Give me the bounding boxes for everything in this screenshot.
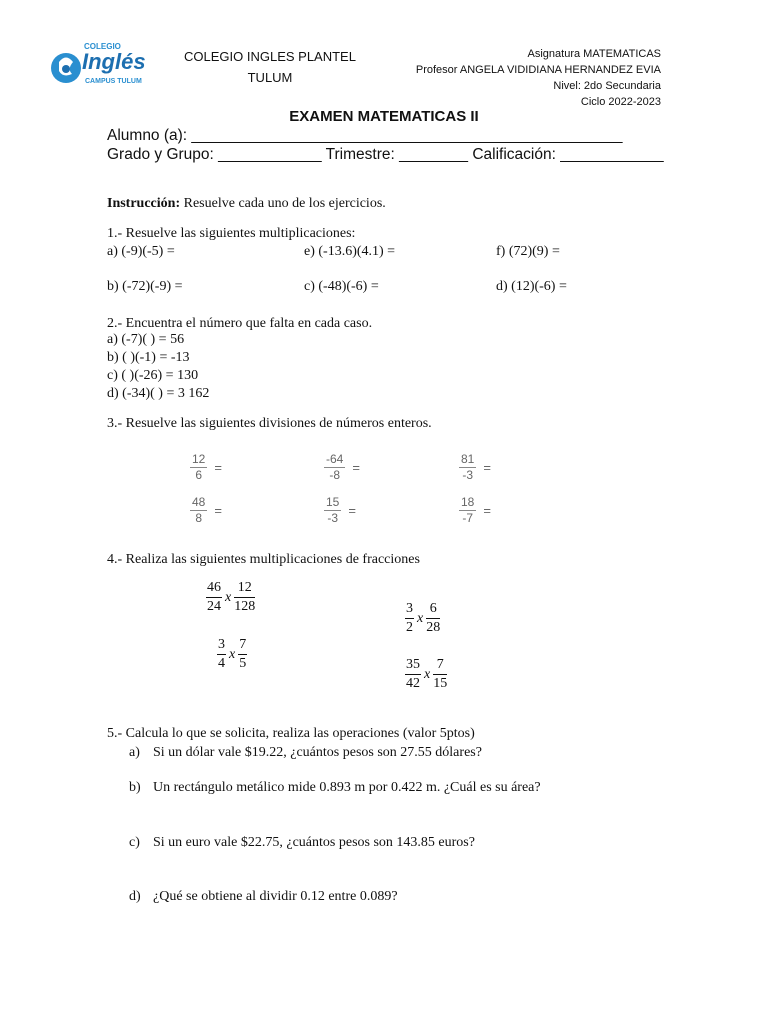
product-3-b-num: 7: [239, 637, 247, 652]
product-3-b-den: 5: [239, 656, 247, 671]
school-name: [180, 46, 360, 88]
product-1-a-num: 46: [207, 580, 221, 595]
times-sign: x: [225, 589, 232, 605]
school-logo: [50, 40, 146, 96]
division-5-num: 15: [326, 495, 340, 509]
fraction-bar: [238, 654, 247, 655]
instruction-text: Resuelve cada uno de los ejercicios.: [180, 196, 386, 211]
student-field[interactable]: Alumno (a): __________________________________________________: [107, 127, 623, 144]
division-1: [190, 453, 222, 482]
mult-item-c: c) (-48)(-6) =: [304, 279, 379, 294]
section-3-heading: 3.- Resuelve las siguientes divisiones de números enteros.: [107, 416, 432, 431]
cycle-text: Ciclo 2022-2023: [580, 96, 661, 108]
fraction-product-3: [217, 637, 247, 672]
fraction-bar: [234, 597, 255, 598]
problem-b-label: b): [129, 780, 141, 795]
division-4-den: 8: [195, 511, 203, 525]
division-4-num: 48: [192, 495, 206, 509]
times-sign: x: [417, 610, 424, 626]
mult-item-d: d) (12)(-6) =: [496, 279, 567, 294]
logo-sub-text: CAMPUS TULUM: [85, 78, 142, 85]
problem-d-label: d): [129, 889, 141, 904]
problem-a-text: Si un dólar vale $19.22, ¿cuántos pesos son 27.55 dólares?: [153, 745, 482, 760]
mult-item-a: a) (-9)(-5) =: [107, 244, 175, 259]
division-6-den: -7: [462, 511, 474, 525]
section-5-heading: 5.- Calcula lo que se solicita, realiza las operaciones (valor 5ptos): [107, 726, 475, 741]
division-1-num: 12: [192, 452, 206, 466]
exam-title: EXAMEN MATEMATICAS II: [289, 108, 479, 125]
teacher-text: Profesor ANGELA VIDIDIANA HERNANDEZ EVIA: [415, 64, 661, 76]
division-6-num: 18: [461, 495, 475, 509]
level-text: Nivel: 2do Secundaria: [553, 80, 661, 92]
times-sign: x: [424, 666, 431, 682]
subject-text: Asignatura MATEMATICAS: [527, 48, 661, 60]
product-4-b-den: 15: [433, 676, 448, 691]
problem-d-text: ¿Qué se obtiene al dividir 0.12 entre 0.089?: [153, 889, 398, 904]
grade-group-field[interactable]: Grado y Grupo: ____________ Trimestre: ________ Calificación: ____________: [107, 146, 664, 163]
product-2-a-num: 3: [406, 601, 413, 616]
division-3-num: 81: [461, 452, 475, 466]
logo-small-text: COLEGIO: [84, 42, 121, 51]
division-1-den: 6: [195, 468, 203, 482]
instruction: [107, 196, 386, 212]
product-4-b-num: 7: [436, 657, 444, 672]
equals-sign: =: [214, 503, 222, 518]
mult-item-e: e) (-13.6)(4.1) =: [304, 244, 396, 259]
instruction-label: Instrucción:: [107, 196, 181, 211]
equals-sign: =: [352, 460, 360, 475]
product-2-b-num: 6: [429, 601, 437, 616]
equals-sign: =: [348, 503, 356, 518]
equals-sign: =: [483, 460, 491, 475]
division-4: [190, 496, 222, 525]
division-3: [459, 453, 491, 482]
mult-item-b: b) (-72)(-9) =: [107, 279, 183, 294]
school-line-2: TULUM: [247, 70, 293, 85]
product-1-b-den: 128: [234, 599, 256, 614]
product-4-a-den: 42: [406, 676, 420, 691]
problem-a-label: a): [129, 745, 140, 760]
missing-item-d: d) (-34)( ) = 3 162: [107, 386, 210, 401]
division-2-den: -8: [329, 468, 340, 482]
product-1-b-num: 12: [237, 580, 252, 595]
division-2-num: -64: [326, 452, 344, 466]
section-2-heading: 2.- Encuentra el número que falta en cada caso.: [107, 316, 373, 331]
product-2-a-den: 2: [406, 620, 413, 635]
product-3-a-den: 4: [218, 656, 225, 671]
exam-meta: [416, 46, 661, 110]
missing-item-b: b) ( )(-1) = -13: [107, 350, 190, 365]
equals-sign: =: [214, 460, 222, 475]
section-4-heading: 4.- Realiza las siguientes multiplicaciones de fracciones: [107, 552, 420, 567]
problem-c-text: Si un euro vale $22.75, ¿cuántos pesos son 143.85 euros?: [153, 835, 475, 850]
product-2-b-den: 28: [426, 620, 441, 635]
division-6: [459, 496, 491, 525]
product-1-a-den: 24: [207, 599, 221, 614]
fraction-bar: [405, 674, 421, 675]
division-5: [324, 496, 356, 525]
fraction-bar: [426, 618, 440, 619]
equals-sign: =: [483, 503, 491, 518]
product-3-a-num: 3: [218, 637, 225, 652]
problem-c-label: c): [129, 835, 140, 850]
fraction-bar: [405, 618, 414, 619]
fraction-product-2: [405, 601, 440, 636]
division-2: [324, 453, 360, 482]
fraction-bar: [206, 597, 222, 598]
fraction-product-4: [405, 657, 447, 692]
fraction-product-1: [206, 580, 255, 615]
times-sign: x: [229, 646, 236, 662]
missing-item-a: a) (-7)( ) = 56: [107, 332, 185, 347]
division-5-den: -3: [327, 511, 339, 525]
fraction-bar: [217, 654, 226, 655]
school-line-1: COLEGIO INGLES PLANTEL: [184, 49, 356, 64]
mult-item-f: f) (72)(9) =: [496, 244, 560, 259]
fraction-bar: [433, 674, 447, 675]
product-4-a-num: 35: [406, 657, 420, 672]
section-1-heading: 1.- Resuelve las siguientes multiplicaciones:: [107, 226, 356, 241]
logo-big-text: Inglés: [82, 49, 146, 74]
missing-item-c: c) ( )(-26) = 130: [107, 368, 199, 383]
problem-b-text: Un rectángulo metálico mide 0.893 m por 0.422 m. ¿Cuál es su área?: [153, 780, 541, 795]
division-3-den: -3: [462, 468, 474, 482]
